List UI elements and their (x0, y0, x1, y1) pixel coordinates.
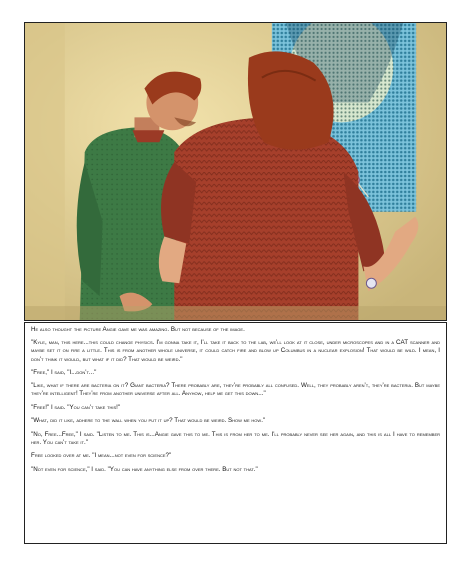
caption-paragraph: "Free!" I said. "You can't take this!" (31, 403, 121, 411)
caption-text-box (24, 322, 447, 544)
comic-illustration (25, 23, 446, 320)
caption-paragraph: "Free," I said, "I...don't..." (31, 368, 97, 376)
caption-paragraph: He also thought the picture Angie gave me was amazing. But not because of the image. (31, 326, 245, 333)
caption-paragraph: Free looked over at me. "I mean...not even for science?" (31, 452, 172, 460)
caption-paragraph: "Kyle, man, this here...this could change physics. I'm gonna take it, I'll take it back to the lab, we'll look at it close, under microscopes and in a CAT scanner and maybe set it on fire a little. This is from another whole universe, it could catch fire and blow up Columbus in a nuclear explosion! That would be wild. I mean, I don't think it would, but what if it did? That would be weird." (31, 339, 440, 363)
caption-paragraph: "Like, what if there are bacteria on it? Giant bacteria? There probably are, they're probably all confused. Well, they probably aren't, they're bacteria. But maybe they're intelligent! They're from another universe after all. Anyhow, help me get this down..." (31, 382, 440, 398)
caption-paragraph: "Not even for science," I said. "You can have anything else from over there. But not that." (31, 465, 258, 473)
caption-paragraph: "What, did it like, adhere to the wall when you put it up? That would be weird. Show me how." (31, 417, 266, 425)
caption-paragraph: "No, Free...Free," I said. "Listen to me. This is...Angie gave this to me. This is from her to me. I'll probably never see her again, and this is all I have to remember her. You can't take it." (31, 430, 440, 446)
comic-panel (24, 22, 447, 321)
